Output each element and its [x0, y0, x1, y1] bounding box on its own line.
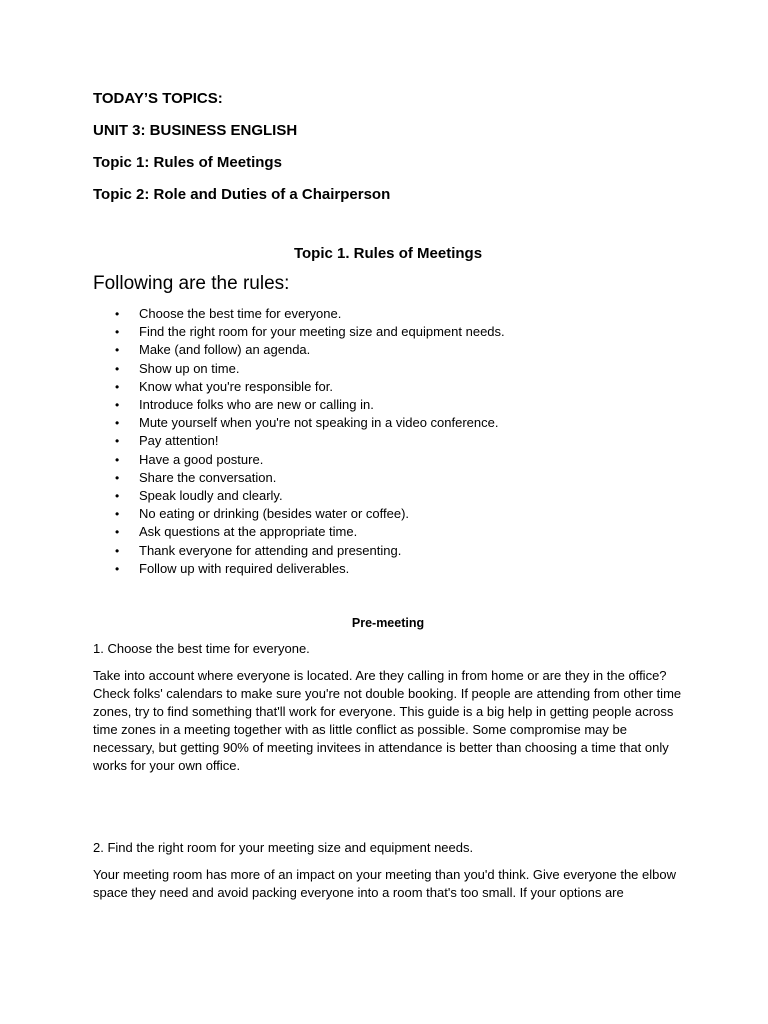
bullet-icon: • [115, 343, 120, 358]
bullet-icon: • [115, 361, 120, 376]
list-item [115, 341, 683, 359]
bullet-icon: • [115, 307, 120, 321]
section-title: Topic 1. Rules of Meetings [293, 245, 483, 262]
list-item [115, 323, 683, 341]
bullet-icon: • [115, 561, 120, 576]
bullet-icon: • [115, 470, 120, 485]
list-item [115, 414, 683, 432]
list-item-text: Find the right room for your meeting size and equipment needs. [139, 324, 505, 340]
list-item [115, 560, 683, 578]
list-item [115, 432, 683, 450]
list-item-text: Make (and follow) an agenda. [139, 342, 311, 358]
topic1-heading: Topic 1: Rules of Meetings [93, 154, 282, 171]
pre-meeting-title: Pre-meeting [351, 616, 425, 631]
list-item-text: No eating or drinking (besides water or coffee). [139, 506, 410, 522]
list-item [115, 469, 683, 487]
list-item-text: Show up on time. [139, 360, 240, 376]
todays-topics-heading: TODAY’S TOPICS: [93, 90, 223, 107]
list-item [115, 305, 683, 323]
unit-heading: UNIT 3: BUSINESS ENGLISH [93, 122, 298, 139]
bullet-icon: • [115, 434, 120, 449]
rules-list [93, 305, 683, 578]
list-item [115, 523, 683, 541]
bullet-icon: • [115, 452, 120, 467]
bullet-icon: • [115, 325, 120, 340]
list-item-text: Mute yourself when you're not speaking in a video conference. [139, 415, 499, 431]
item2-body: Your meeting room has more of an impact on your meeting than you'd think. Give everyone the elbow space they need and avoid packing everyone into a room that's too small. If your options are [93, 867, 676, 901]
list-item-text: Know what you're responsible for. [139, 378, 333, 394]
bullet-icon: • [115, 489, 120, 504]
list-item [115, 505, 683, 523]
list-item-text: Choose the best time for everyone. [139, 306, 342, 321]
item2-title: 2. Find the right room for your meeting size and equipment needs. [93, 840, 474, 856]
list-item-text: Speak loudly and clearly. [139, 488, 283, 504]
list-item-text: Follow up with required deliverables. [139, 560, 350, 576]
bullet-icon: • [115, 398, 120, 413]
list-item-text: Thank everyone for attending and presenting. [139, 542, 402, 558]
document-content [93, 90, 683, 911]
list-item [115, 396, 683, 414]
bullet-icon: • [115, 543, 120, 558]
topic2-heading: Topic 2: Role and Duties of a Chairperson [93, 186, 391, 203]
bullet-icon: • [115, 507, 120, 522]
item1-title: 1. Choose the best time for everyone. [93, 641, 310, 657]
list-item [115, 542, 683, 560]
rules-intro: Following are the rules: [93, 273, 290, 294]
list-item [115, 360, 683, 378]
list-item-text: Introduce folks who are new or calling in. [139, 397, 374, 413]
list-item-text: Ask questions at the appropriate time. [139, 524, 358, 540]
list-item [115, 487, 683, 505]
list-item-text: Share the conversation. [139, 469, 277, 485]
list-item [115, 378, 683, 396]
bullet-icon: • [115, 416, 120, 431]
bullet-icon: • [115, 379, 120, 394]
list-item-text: Pay attention! [139, 433, 219, 449]
list-item [115, 451, 683, 469]
item1-body: Take into account where everyone is located. Are they calling in from home or are they in the office? Check folks' calendars to make sure you're not double booking. If people are attending from other time zones, try to find something that'll work for everyone. This guide is a big help in getting people across time zones in a meeting together with as little conflict as possible. Some compromise may be necessary, but getting 90% of meeting invitees in attendance is better than choosing a time that only works for your own office. [93, 668, 682, 774]
bullet-icon: • [115, 525, 120, 540]
list-item-text: Have a good posture. [139, 451, 264, 467]
